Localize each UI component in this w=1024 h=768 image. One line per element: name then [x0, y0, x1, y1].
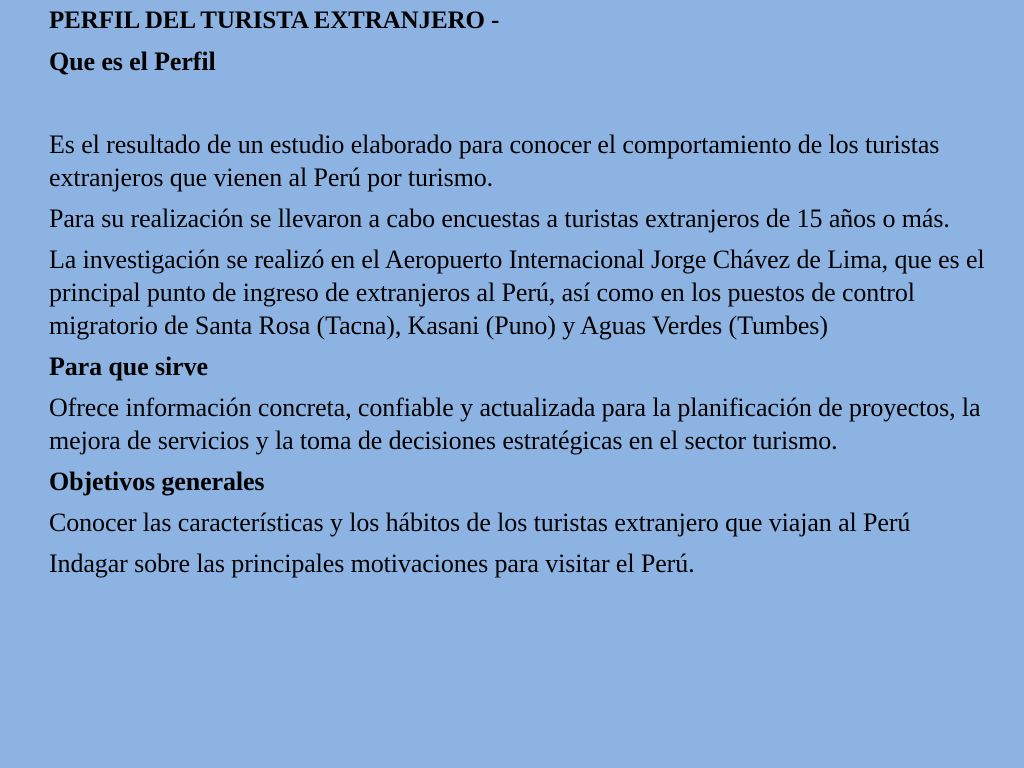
- paragraph-objetivo-2: Indagar sobre las principales motivaciones para visitar el Perú.: [49, 549, 695, 578]
- paragraph-realizacion: Para su realización se llevaron a cabo encuestas a turistas extranjeros de 15 años o más.: [49, 204, 950, 233]
- section-heading-objetivos: Objetivos generales: [49, 467, 265, 496]
- slide-title: PERFIL DEL TURISTA EXTRANJERO -: [49, 7, 500, 34]
- paragraph-definicion: Es el resultado de un estudio elaborado para conocer el comportamiento de los turistas extranjeros que vienen al Perú por turismo.: [49, 130, 940, 192]
- spacer: [49, 86, 1010, 128]
- section-heading-para-que-sirve: Para que sirve: [49, 352, 208, 381]
- paragraph-utilidad: Ofrece información concreta, confiable y actualizada para la planificación de proyectos, la mejora de servicios y la toma de decisiones estratégicas en el sector turismo.: [49, 393, 981, 455]
- paragraph-objetivo-1: Conocer las características y los hábitos de los turistas extranjero que viajan al Perú: [49, 508, 911, 537]
- paragraph-investigacion: La investigación se realizó en el Aeropuerto Internacional Jorge Chávez de Lima, que es el principal punto de ingreso de extranjeros al Perú, así como en los puestos de control migratorio de Santa Rosa (Tacna), Kasani (Puno) y Aguas Verdes (Tumbes): [49, 245, 985, 340]
- section-heading-que-es: Que es el Perfil: [49, 47, 216, 76]
